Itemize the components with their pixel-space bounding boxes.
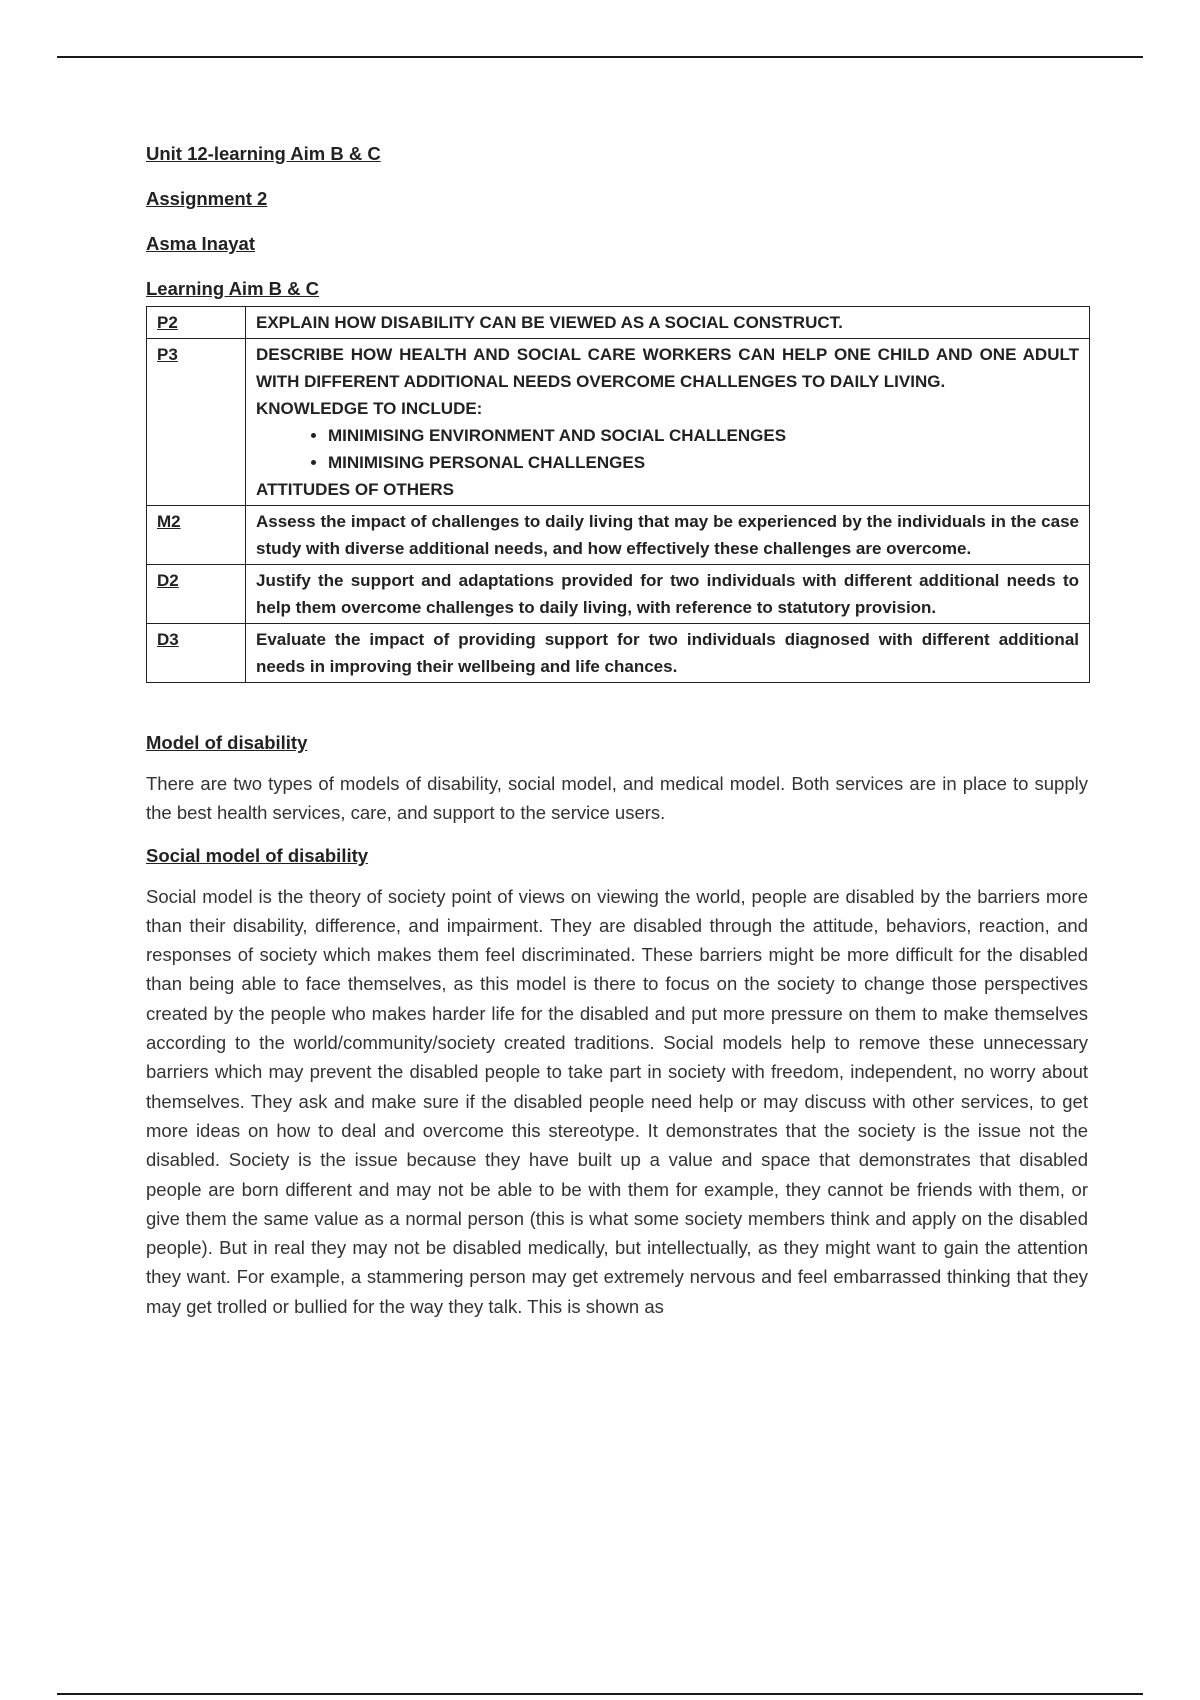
top-rule	[57, 56, 1143, 58]
model-paragraph: There are two types of models of disability, social model, and medical model. Both services are in place to supply the best health services, care, and support to the service users.	[146, 773, 1088, 824]
knowledge-item: • MINIMISING ENVIRONMENT AND SOCIAL CHALLENGES	[328, 422, 1079, 449]
criteria-text: EXPLAIN HOW DISABILITY CAN BE VIEWED AS A SOCIAL CONSTRUCT.	[246, 307, 1090, 339]
criteria-code: D3	[147, 624, 246, 683]
social-model-heading: Social model of disability	[146, 844, 369, 866]
criteria-row-d3	[147, 624, 1090, 683]
criteria-code: M2	[147, 506, 246, 565]
bottom-rule	[57, 1693, 1143, 1695]
criteria-row-d2	[147, 565, 1090, 624]
criteria-text: DESCRIBE HOW HEALTH AND SOCIAL CARE WORKERS CAN HELP ONE CHILD AND ONE ADULT WITH DIFFERENT ADDITIONAL NEEDS OVERCOME CHALLENGES TO DAILY LIVING.	[256, 345, 1079, 391]
author-name: Asma Inayat	[146, 233, 255, 254]
criteria-table	[146, 306, 1090, 683]
knowledge-label: KNOWLEDGE TO INCLUDE:	[256, 399, 483, 418]
knowledge-list	[256, 422, 1079, 476]
criteria-row-m2	[147, 506, 1090, 565]
document-body	[146, 142, 1088, 1321]
criteria-code: D2	[147, 565, 246, 624]
criteria-text-block	[246, 339, 1090, 506]
assignment-title: Assignment 2	[146, 188, 268, 209]
model-heading: Model of disability	[146, 732, 308, 753]
unit-title: Unit 12-learning Aim B & C	[146, 143, 381, 164]
social-model-paragraph: Social model is the theory of society point of views on viewing the world, people are disabled by the barriers more than their disability, difference, and impairment. They are disabled through the attitude, behaviors, reaction, and responses of society which makes them feel discriminated. These barriers might be more difficult for the disabled than being able to face themselves, as this model is there to focus on the society to change those perspectives created by the people who makes harder life for the disabled and put more pressure on them to make themselves according to the world/community/society created traditions. Social models help to remove these unnecessary barriers which may prevent the disabled people to take part in society with freedom, independent, no worry about themselves. They ask and make sure if the disabled people need help or may discuss with other services, to get more ideas on how to deal and overcome this stereotype. It demonstrates that the society is the issue not the disabled. Society is the issue because they have built up a value and space that demonstrates that disabled people are born different and may not be able to be with them for example, they cannot be friends with them, or give them the same value as a normal person (this is what some society members think and apply on the disabled people). But in real they may not be disabled medically, but intellectually, as they might want to gain the attention they want. For example, a stammering person may get extremely nervous and feel embarrassed thinking that they may get trolled or bullied for the way they talk. This is shown as	[146, 885, 1088, 1317]
criteria-row-p3	[147, 339, 1090, 506]
learning-aim-title: Learning Aim B & C	[146, 278, 320, 299]
criteria-code: P2	[147, 307, 246, 339]
attitudes-label: ATTITUDES OF OTHERS	[256, 480, 455, 499]
criteria-code: P3	[147, 339, 246, 506]
knowledge-item: • MINIMISING PERSONAL CHALLENGES	[328, 449, 1079, 476]
criteria-text: Evaluate the impact of providing support for two individuals diagnosed with different additional needs in improving their wellbeing and life chances.	[246, 624, 1090, 683]
criteria-text: Justify the support and adaptations provided for two individuals with different additional needs to help them overcome challenges to daily living, with reference to statutory provision.	[246, 565, 1090, 624]
criteria-text: Assess the impact of challenges to daily living that may be experienced by the individuals in the case study with diverse additional needs, and how effectively these challenges are overcome.	[246, 506, 1090, 565]
criteria-row-p2	[147, 307, 1090, 339]
